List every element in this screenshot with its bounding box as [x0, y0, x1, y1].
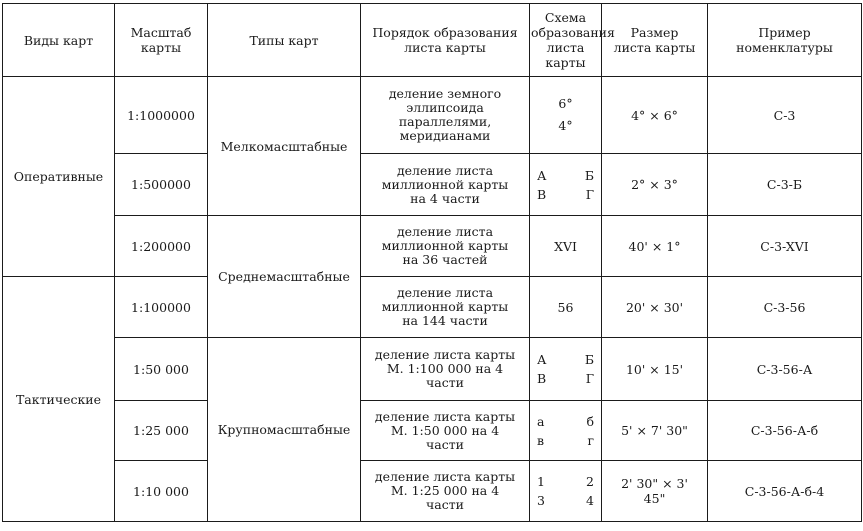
order-text: миллионной карты	[381, 176, 509, 192]
order-text: деление листа	[396, 224, 494, 239]
nomenclature-value: C-3-Б	[766, 177, 803, 192]
header-sheet-scheme	[530, 4, 615, 77]
order-text: на 36 частей	[402, 252, 488, 267]
header-sheet-size	[602, 4, 708, 77]
order-text: на 4 части	[410, 190, 480, 206]
order-text: параллелями,	[398, 114, 492, 129]
type-cell-large-scale	[208, 338, 361, 522]
scheme-bottom-value: 4°	[558, 118, 573, 133]
table-row	[3, 277, 862, 338]
scheme-letter: В	[537, 371, 547, 386]
size-cell	[602, 216, 708, 277]
scheme-letter: Б	[584, 352, 594, 367]
type-label: Мелкомасштабные	[220, 138, 348, 154]
scale-value: 1:1000000	[127, 107, 195, 123]
size-value: 10' × 15'	[625, 361, 684, 377]
order-text: деление листа карты	[374, 347, 516, 362]
nomenclature-cell	[708, 77, 862, 154]
scheme-bottom-row	[531, 369, 600, 388]
size-value: 5' × 7' 30"	[621, 423, 688, 438]
scheme-letter: г	[587, 432, 594, 448]
scheme-top-row	[531, 472, 600, 491]
order-text: М. 1:50 000 на 4	[390, 422, 500, 438]
nomenclature-value: C-3-56-А-б	[750, 423, 819, 438]
scheme-letter: б	[586, 413, 594, 429]
scheme-letter: Г	[585, 186, 594, 202]
scheme-value: XVI	[554, 238, 577, 254]
nomenclature-cell	[708, 154, 862, 216]
order-cell	[361, 338, 530, 401]
kind-cell-operational	[3, 77, 115, 277]
header-text: образования	[531, 25, 615, 40]
scheme-bottom-row	[531, 431, 600, 450]
header-text: Пример	[758, 25, 811, 40]
order-text: деление земного	[388, 86, 502, 101]
order-text: части	[426, 497, 464, 512]
scale-value: 1:25 000	[133, 423, 189, 438]
map-classification-table-wrapper	[2, 3, 862, 522]
type-label: Крупномасштабные	[217, 422, 351, 437]
order-cell	[361, 154, 530, 216]
header-text: карты	[140, 40, 182, 55]
scheme-digit: 1	[537, 474, 545, 489]
scheme-letter: Г	[585, 371, 594, 386]
header-text: листа карты	[613, 40, 696, 55]
size-cell	[602, 277, 708, 338]
scheme-digit: 4	[586, 493, 594, 508]
type-label: Среднемасштабные	[218, 269, 350, 284]
scale-cell	[115, 277, 208, 338]
header-map-kinds-label: Виды карт	[23, 32, 94, 48]
order-text: части	[426, 436, 464, 452]
header-text: номенклатуры	[736, 40, 833, 55]
table-row	[3, 461, 862, 522]
scale-value: 1:200000	[131, 238, 191, 254]
scheme-cell	[530, 401, 602, 461]
scheme-cell	[530, 461, 602, 522]
header-map-types	[208, 4, 361, 77]
scheme-top-value: 6°	[558, 96, 573, 111]
type-cell-small-scale	[208, 77, 361, 216]
size-cell	[602, 338, 708, 401]
scheme-top-row	[531, 350, 600, 369]
scheme-cell	[530, 77, 602, 154]
scale-value: 1:100000	[131, 299, 191, 315]
scale-value: 1:10 000	[133, 483, 189, 499]
nomenclature-cell	[708, 216, 862, 277]
nomenclature-value: C-3-XVI	[760, 238, 809, 254]
size-value: 2' 30" × 3'	[621, 476, 688, 491]
scale-cell	[115, 338, 208, 401]
order-text: деление листа	[396, 285, 494, 300]
scheme-top-row	[531, 166, 600, 185]
order-text: меридианами	[399, 128, 491, 143]
table-row	[3, 154, 862, 216]
header-row	[3, 4, 862, 77]
order-text: эллипсоида	[406, 100, 484, 115]
order-text: на 144 части	[402, 313, 488, 328]
table-row	[3, 77, 862, 154]
nomenclature-cell	[708, 401, 862, 461]
scale-value: 1:50 000	[133, 361, 189, 377]
nomenclature-cell	[708, 277, 862, 338]
scheme-letter: А	[537, 352, 547, 367]
scale-cell	[115, 154, 208, 216]
nomenclature-cell	[708, 338, 862, 401]
header-text: Схема	[544, 10, 587, 25]
order-cell	[361, 461, 530, 522]
nomenclature-value: C-3	[773, 107, 796, 123]
map-classification-table	[2, 3, 862, 522]
header-map-kinds	[3, 4, 115, 77]
order-text: М. 1:100 000 на 4	[386, 361, 504, 376]
scheme-cell	[530, 277, 602, 338]
header-text: Размер	[630, 25, 679, 40]
scale-cell	[115, 401, 208, 461]
header-sheet-order	[361, 4, 530, 77]
scale-cell	[115, 461, 208, 522]
scheme-bottom-row	[531, 185, 600, 204]
order-text: части	[426, 375, 464, 390]
nomenclature-value: C-3-56-А	[756, 361, 813, 377]
table-row	[3, 216, 862, 277]
scheme-letter: Б	[584, 167, 594, 183]
header-map-types-label: Типы карт	[249, 32, 319, 48]
order-text: миллионной карты	[381, 299, 509, 314]
size-value: 4° × 6°	[631, 107, 678, 123]
table-row	[3, 338, 862, 401]
scheme-letter: А	[537, 167, 547, 183]
scheme-digit: 2	[586, 474, 594, 489]
order-cell	[361, 216, 530, 277]
order-text: миллионной карты	[381, 238, 509, 253]
order-text: М. 1:25 000 на 4	[390, 483, 500, 498]
size-cell	[602, 461, 708, 522]
type-cell-medium-scale	[208, 216, 361, 338]
order-cell	[361, 277, 530, 338]
size-value: 45"	[643, 491, 666, 506]
scheme-letter: В	[537, 186, 547, 202]
table-row	[3, 401, 862, 461]
scale-value: 1:500000	[131, 177, 191, 192]
scheme-cell	[530, 338, 602, 401]
scheme-cell	[530, 216, 602, 277]
scheme-value: 56	[557, 299, 574, 315]
order-text: деление листа карты	[374, 408, 516, 424]
header-text: листа карты	[404, 40, 486, 55]
order-text: деление листа	[396, 162, 494, 178]
header-nomenclature-example	[708, 4, 862, 77]
scheme-top-row	[531, 412, 600, 431]
scheme-digit: 3	[537, 493, 545, 508]
scale-cell	[115, 216, 208, 277]
order-cell	[361, 77, 530, 154]
scheme-letter: а	[537, 413, 545, 429]
size-value: 20' × 30'	[625, 299, 684, 315]
size-value: 40' × 1°	[628, 238, 681, 254]
size-cell	[602, 77, 708, 154]
scheme-cell	[530, 154, 602, 216]
order-text: деление листа карты	[374, 469, 516, 484]
header-text: Порядок образования	[372, 25, 518, 40]
size-cell	[602, 401, 708, 461]
scheme-bottom-row	[531, 491, 600, 510]
header-map-scale	[115, 4, 208, 77]
kind-label: Оперативные	[13, 169, 104, 184]
nomenclature-cell	[708, 461, 862, 522]
kind-label: Тактические	[15, 391, 102, 407]
header-text: Масштаб	[130, 25, 192, 40]
scale-cell	[115, 77, 208, 154]
scheme-letter: в	[537, 432, 545, 448]
size-cell	[602, 154, 708, 216]
order-cell	[361, 401, 530, 461]
nomenclature-value: C-3-56	[763, 299, 806, 315]
nomenclature-value: C-3-56-А-б-4	[744, 483, 825, 499]
header-text: листа карты	[545, 40, 586, 70]
kind-cell-tactical	[3, 277, 115, 522]
size-value: 2° × 3°	[631, 177, 678, 192]
